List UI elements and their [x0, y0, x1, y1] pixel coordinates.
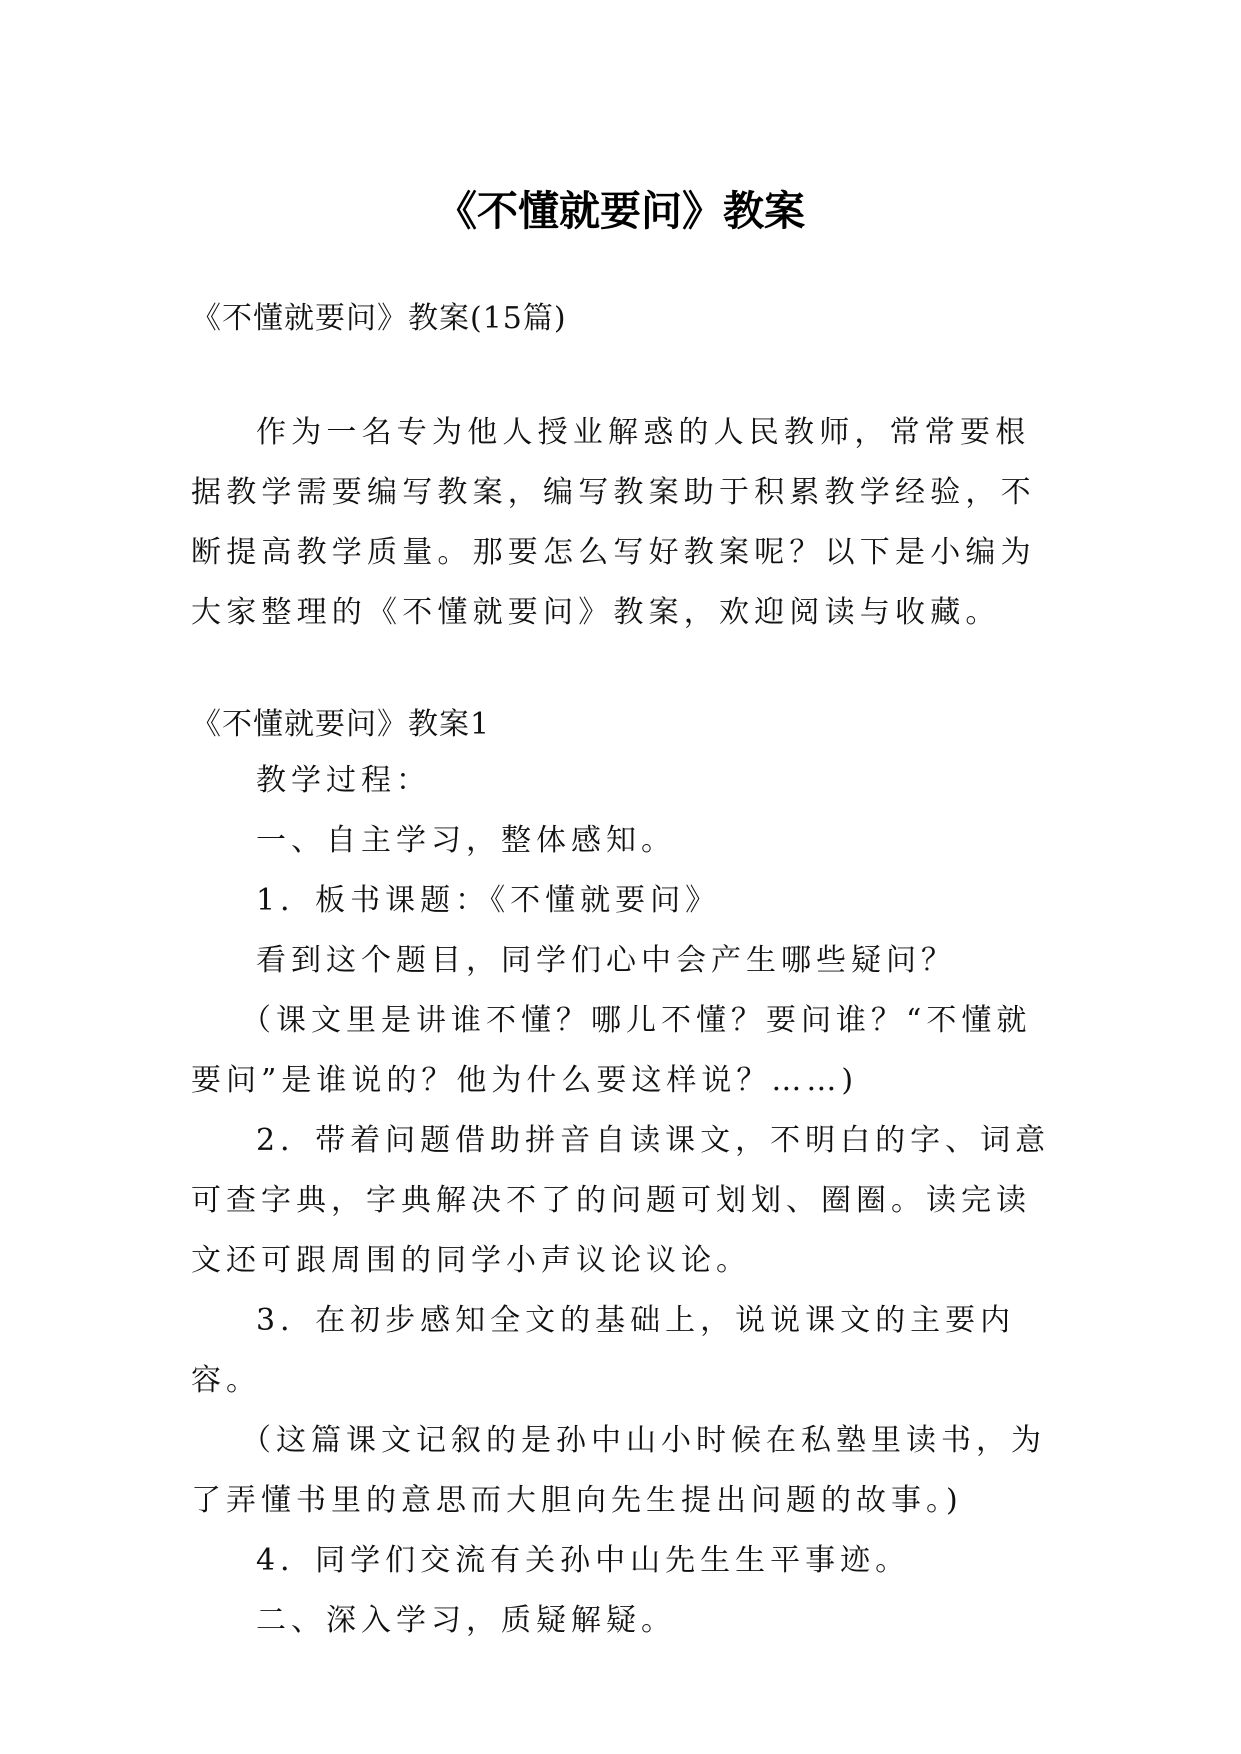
body-paragraph: 看到这个题目，同学们心中会产生哪些疑问？ — [256, 943, 956, 978]
document-subtitle: 《不懂就要问》教案(15篇) — [191, 301, 567, 336]
body-paragraph: 4．同学们交流有关孙中山先生生平事迹。 — [256, 1543, 911, 1578]
section-body — [191, 751, 1053, 1651]
document-title: 《不懂就要问》教案 — [436, 187, 805, 236]
section-heading: 《不懂就要问》教案1 — [191, 707, 491, 742]
body-paragraph: （课文里是讲谁不懂？哪儿不懂？要问谁？“不懂就要问”是谁说的？他为什么要这样说？……) — [191, 1003, 1032, 1098]
body-paragraph: 二、深入学习，质疑解疑。 — [256, 1603, 676, 1638]
body-paragraph: （这篇课文记叙的是孙中山小时候在私塾里读书，为了弄懂书里的意思而大胆向先生提出问题的故事。) — [191, 1423, 1046, 1518]
body-paragraph: 2．带着问题借助拼音自读课文，不明白的字、词意可查字典，字典解决不了的问题可划划、圈圈。读完读文还可跟周围的同学小声议论议论。 — [191, 1123, 1051, 1278]
intro-paragraph: 作为一名专为他人授业解惑的人民教师，常常要根据教学需要编写教案，编写教案助于积累教学经验，不断提高教学质量。那要怎么写好教案呢？以下是小编为大家整理的《不懂就要问》教案，欢迎阅读与收藏。 — [191, 415, 1036, 630]
body-paragraph: 一、自主学习，整体感知。 — [256, 823, 676, 858]
body-paragraph: 3．在初步感知全文的基础上，说说课文的主要内容。 — [191, 1303, 1016, 1398]
body-paragraph: 教学过程： — [256, 763, 431, 798]
body-paragraph: 1．板书课题：《不懂就要问》 — [256, 883, 721, 918]
